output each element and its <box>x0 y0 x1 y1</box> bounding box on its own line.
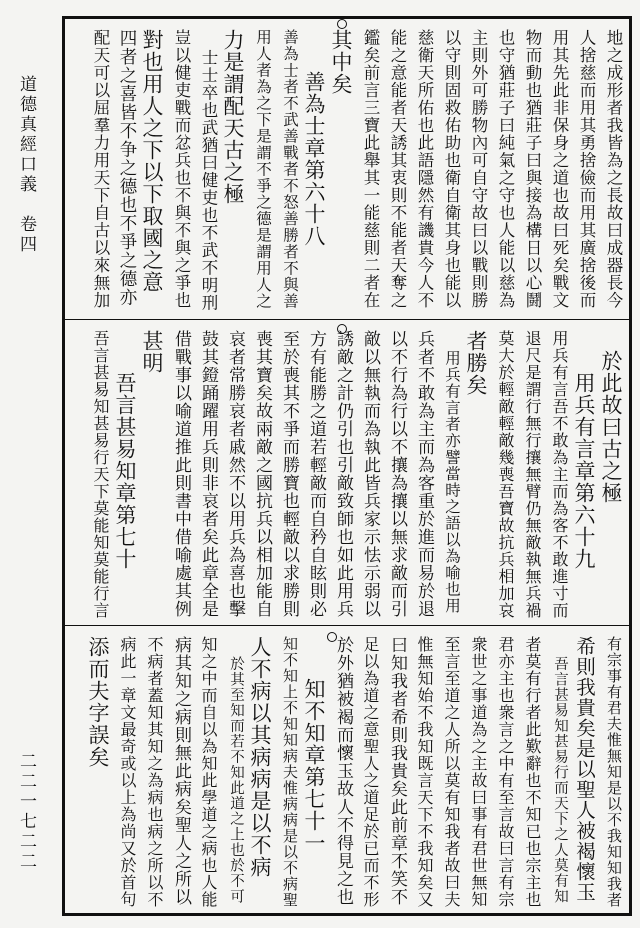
chapter-title: 吾言甚易知章第七十 <box>113 372 137 570</box>
text-column: 病其知之病則無此病矣聖人之所以 <box>171 636 191 906</box>
text-column: 知之中而自以為知此學道之病也人能 <box>199 636 218 908</box>
text-column: 地之成形者我皆為之長故曰成器長今 <box>604 29 623 309</box>
text-column: 鼓其鐙踊躍用兵則非哀者矣此章全是 <box>198 330 218 618</box>
text-column: 於此故曰古之極 <box>599 350 623 504</box>
text-column: 以守則固救佑助也衛自衛其身也能以 <box>442 29 461 309</box>
text-column: 物而動也猶莊子曰與接為構日以心鬪 <box>523 29 542 309</box>
text-column: 曰知我者希則我貴矣此前章不笑不 <box>387 636 407 906</box>
commentary-column: 士士卒也武猶曰健吏也不武不明刑 <box>199 49 218 312</box>
text-column: 用其先此非保身之道也故曰死矣戰文 <box>550 29 569 309</box>
text-column: 兵者不敢為主而為客重於進而易於退 <box>414 330 434 618</box>
text-column: 借戰事以喻道推此則書中借喻處其例 <box>171 330 191 618</box>
text-column: 至於喪其不爭而勝寶也輕敵以求勝則 <box>279 330 299 618</box>
text-column: 於外猶被褐而懷玉故人不得見之也 <box>333 636 353 906</box>
text-column: 主則外可勝物內可自守故曰以戰則勝 <box>469 29 488 309</box>
text-column: 四者之喜皆不争之德也不爭之德亦 <box>117 29 137 307</box>
text-column: 希則我貴矣是以聖人被褐懷玉 <box>573 636 596 903</box>
circle-mark-icon <box>327 632 337 642</box>
text-column: 者勝矣 <box>464 330 488 396</box>
text-column: 慈衛天所佑也此語隱然有譏貴今人不 <box>415 29 434 309</box>
commentary-column: 於其至知而若不知此道之上也於不可 <box>228 656 244 904</box>
text-column: 能之意能者天誘其衷則不能者天奪之 <box>388 29 407 309</box>
text-column: 甚明 <box>140 330 164 374</box>
section-top <box>65 19 629 319</box>
commentary-column: 用兵有言者亦譬當時之語以為喻也用 <box>443 350 461 614</box>
text-column: 豈以健吏戰而忿兵也不與不與之爭也 <box>172 29 191 309</box>
chapter-title: 善為士章第六十八 <box>302 71 326 247</box>
text-column: 對也用人之下以下取國之意 <box>140 29 164 293</box>
text-column: 善為士者不武善戰者不怒善勝者不與善 <box>281 29 299 310</box>
text-column: 其中矣 <box>329 29 353 95</box>
text-column: 退尺是謂行無行攘無臂仍無敵執無兵禍 <box>523 330 542 619</box>
text-column: 衆世之事道為之主故曰事有君世無知 <box>469 636 488 908</box>
text-column: 吾言甚易知甚易行天下莫能知莫能行言 <box>91 330 110 619</box>
text-column: 知不知上不知知病夫惟病病是以不病聖 <box>281 636 299 908</box>
text-column: 病此一章文最奇或以上為尚又於首句 <box>118 636 137 908</box>
text-column: 莫大於輕敵輕敵幾喪吾寶故抗兵相加哀 <box>496 330 515 619</box>
text-column: 喪其寶矣故兩敵之國抗兵以相加能自 <box>252 330 272 618</box>
circle-mark-icon <box>337 324 347 334</box>
text-column: 配天可以屈羣力用天下自古以來無加 <box>91 29 110 309</box>
text-column: 敵以無執而為執此皆兵家示怯示弱以 <box>360 330 380 618</box>
text-column: 鑑矣前言三寶此舉其一能慈則二者在 <box>361 29 380 309</box>
text-column: 君亦主也衆言之中有至言故曰言有宗 <box>496 636 515 908</box>
text-column: 人不病以其病病是以不病 <box>248 636 272 878</box>
text-column: 哀者常勝哀者戚然不以用兵為喜也擊 <box>225 330 245 618</box>
section-bottom <box>65 625 629 914</box>
text-column: 足以為道之意聖人之道足於已而不形 <box>361 636 380 908</box>
text-column: 惟無知始不我知既言天下不我知矣又 <box>415 636 434 908</box>
text-column: 者莫有行者此歎辭也不知已也宗主也 <box>523 636 542 908</box>
text-column: 用兵有言吾不敢為主而為客不敢進寸而 <box>550 330 569 619</box>
circle-mark-icon <box>337 19 347 29</box>
text-column: 至言至道之人所以莫有知我者故曰夫 <box>442 636 461 908</box>
book-title: 道德真經口義 卷四 <box>16 75 36 255</box>
page-number: 二二一七二二 <box>16 752 36 872</box>
commentary-column: 吾言甚易知甚易行而天下之人莫有知 <box>552 656 568 904</box>
text-column: 添而夫字誤矣 <box>86 636 110 768</box>
text-column: 用人者為之下是謂不爭之德是謂用人之 <box>254 29 272 310</box>
text-column: 有宗事有君夫惟無知是以不我知知我者 <box>605 636 623 908</box>
page-frame <box>62 16 632 916</box>
text-column: 方有能勝之道若輕敵而自矜自眩則必 <box>306 330 326 618</box>
section-middle <box>65 319 629 626</box>
text-column: 不病者蓋知其知之為病也病之所以不 <box>145 636 164 908</box>
left-margin <box>0 0 58 928</box>
chapter-title: 用兵有言章第六十九 <box>572 372 596 570</box>
chapter-title: 知不知章第七十一 <box>302 678 326 854</box>
text-column: 也守猶莊子曰純氣之守也人能以慈為 <box>496 29 515 309</box>
text-column: 誘敵之計仍引也引敵致師也如此用兵 <box>333 330 353 618</box>
text-column: 人捨慈而用其勇捨儉而用其廣捨後而 <box>577 29 596 309</box>
text-column: 力是謂配天古之極 <box>221 29 245 205</box>
text-column: 以不行為行以不攘為攘以無求敵而引 <box>387 330 407 618</box>
